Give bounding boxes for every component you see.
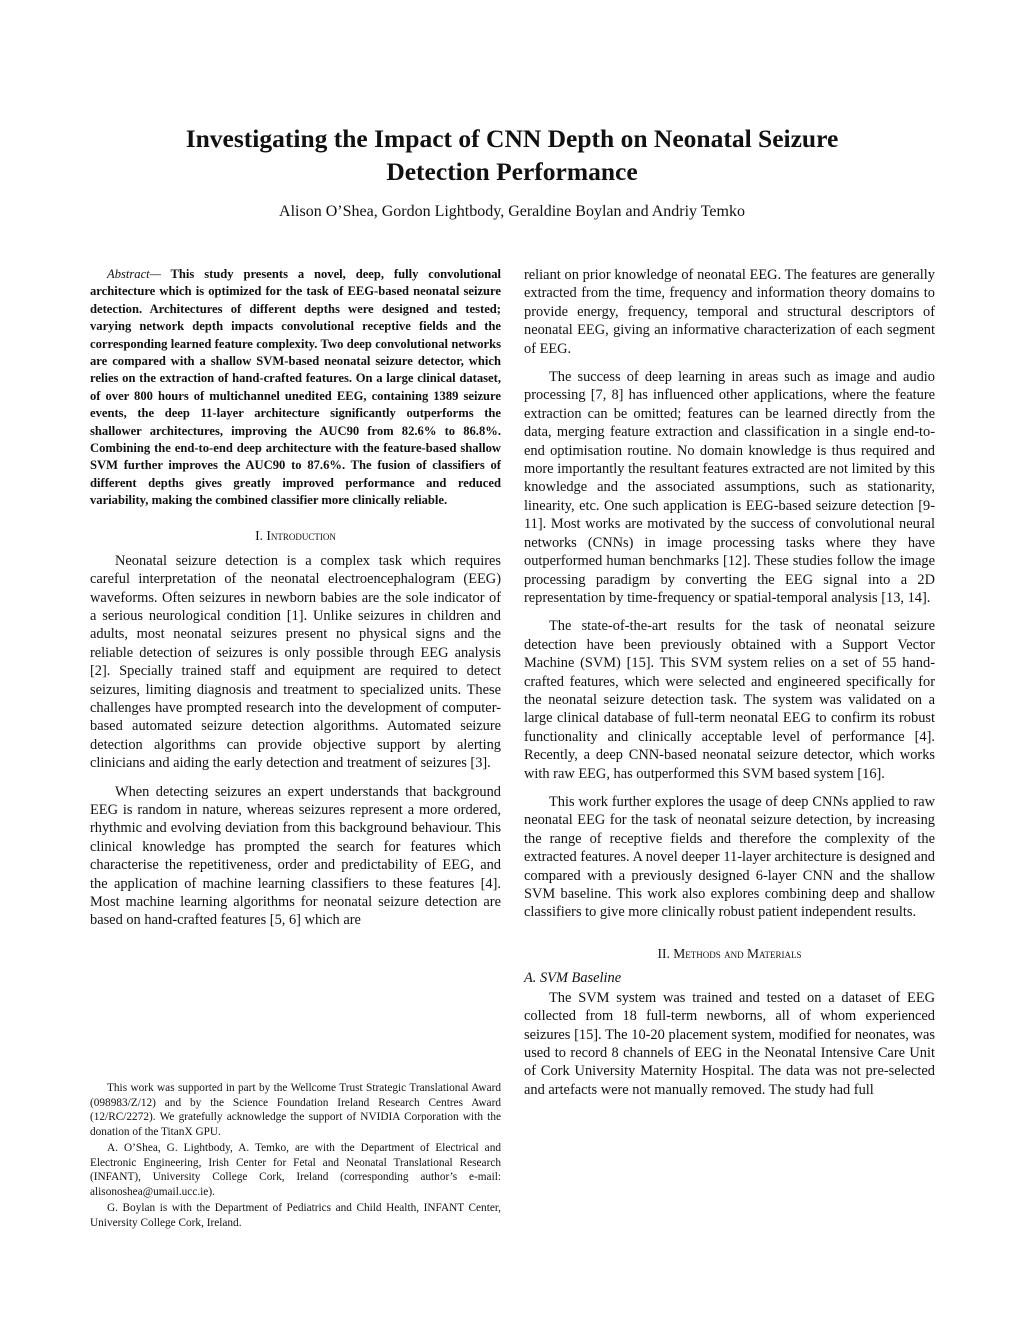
body-paragraph-state-of-art: The state-of-the-art results for the task of neonatal seizure detection have been previously obtained with a Support Vector Machine (SVM) [15]. This SVM system relies on a set of 55 hand-crafted features, which were selected and engineered specifically for the neonatal seizure detection task. The system was validated on a large clinical database of full-term neonatal EEG to confirm its robust functionality and clinically acceptable level of performance [4]. Recently, a deep CNN-based neonatal seizure detector, which works with raw EEG, has outperformed this SVM based system [16]. <box>524 618 935 782</box>
svm-paragraph-1: The SVM system was trained and tested on a dataset of EEG collected from 18 full-term newborns, all of whom experienced seizures [15]. The 10-20 placement system, modified for neonates, was used to record 8 channels of EEG in the Neonatal Intensive Care Unit of Cork University Maternity Hospital. The data was not pre-selected and artefacts were not manually removed. The study had full <box>524 989 935 1098</box>
intro-paragraph-2: When detecting seizures an expert understands that background EEG is random in nature, whereas seizures represent a more ordered, rhythmic and evolving deviation from this background behaviour. This clinical knowledge has prompted the search for features which characterise the repetitiveness, order and predictability of EEG, and the application of machine learning classifiers to these features [4]. Most machine learning algorithms for neonatal seizure detection are based on hand-crafted features [5, 6] which are <box>90 783 501 929</box>
abstract-label: Abstract <box>107 267 150 281</box>
footnote-funding: This work was supported in part by the Wellcome Trust Strategic Translational Award (098983/Z/12) and by the Science Foundation Ireland Research Centres Award (12/RC/2272). We gratefully acknowledge the support of NVIDIA Corporation with the donation of the TitanX GPU. <box>90 1082 501 1138</box>
abstract-dash: — <box>149 267 161 281</box>
intro-paragraph-1: Neonatal seizure detection is a complex task which requires careful interpretation of the neonatal electroencephalogram (EEG) waveforms. Often seizures in newborn babies are the sole indicator of a serious neurological condition [1]. Unlike seizures in children and adults, most neonatal seizures present no physical signs and the reliable detection of seizures is only possible through EEG analysis [2]. Specially trained staff and equipment are required to detect seizures, limiting diagnosis and treatment to specialized units. These challenges have prompted research into the development of computer-based automated seizure detection algorithms. Automated seizure detection algorithms can provide objective support by alerting clinicians and aiding the early detection and treatment of seizures [3]. <box>90 552 501 772</box>
section-number: I. <box>255 527 263 543</box>
section-title: Methods and Materials <box>673 945 802 961</box>
section-number: II. <box>657 945 670 961</box>
footnote-affiliation-1: A. O’Shea, G. Lightbody, A. Temko, are with the Department of Electrical and Electronic Engineering, Irish Center for Fetal and Neonatal Translational Research (INFANT), University College Cork, Ireland (corresponding author’s e-mail: alisonoshea@umail.ucc.ie). <box>90 1142 501 1198</box>
section-title: Introduction <box>266 527 336 543</box>
footnotes <box>90 1081 501 1232</box>
paper-title <box>90 122 934 188</box>
right-column <box>524 266 935 1109</box>
body-paragraph-deep-learning: The success of deep learning in areas such as image and audio processing [7, 8] has influenced other applications, where the feature extraction can be omitted; features can be learned directly from the data, merging feature extraction and classification in a single end-to-end optimisation routine. No domain knowledge is thus required and more importantly the resultant features extracted are not limited by this knowledge and the associated assumptions, such as stationarity, linearity, etc. One such application is EEG-based seizure detection [9-11]. Most works are motivated by the success of convolutional neural networks (CNNs) in image processing tasks where they have outperformed human benchmarks [12]. These studies follow the image processing paradigm by converting the EEG signal into a 2D representation by time-frequency or spatial-temporal analysis [13, 14]. <box>524 369 935 606</box>
body-paragraph-continued: reliant on prior knowledge of neonatal EEG. The features are generally extracted from the time, frequency and information theory domains to provide energy, frequency, temporal and structural descriptors of neonatal EEG, giving an informative characterization of each segment of EEG. <box>524 267 935 357</box>
author-list: Alison O’Shea, Gordon Lightbody, Geraldine Boylan and Andriy Temko <box>279 203 745 220</box>
section-heading-methods <box>524 946 935 962</box>
abstract-text: This study presents a novel, deep, fully convolutional architecture which is optimized for the task of EEG-based neonatal seizure detection. Architectures of different depths were designed and tested; varying network depth impacts convolutional receptive fields and the corresponding learned feature complexity. Two deep convolutional networks are compared with a shallow SVM-based neonatal seizure detector, which relies on the extraction of hand-crafted features. On a large clinical dataset, of over 800 hours of multichannel unedited EEG, containing 1389 seizure events, the deep 11-layer architecture significantly outperforms the shallower architectures, improving the AUC90 from 82.6% to 86.8%. Combining the end-to-end deep architecture with the feature-based shallow SVM further improves the AUC90 to 87.6%. The fusion of classifiers of different depths gives greatly improved performance and reduced variability, making the combined classifier more clinically reliable. <box>90 267 502 508</box>
left-column <box>90 266 501 940</box>
subsection-heading-svm-baseline: A. SVM Baseline <box>524 969 622 986</box>
title-line-2: Detection Performance <box>386 157 638 186</box>
abstract <box>90 266 501 510</box>
title-line-1: Investigating the Impact of CNN Depth on Neonatal Seizure <box>185 124 839 153</box>
section-heading-introduction <box>90 528 501 544</box>
body-paragraph-this-work: This work further explores the usage of deep CNNs applied to raw neonatal EEG for the task of neonatal seizure detection, by increasing the range of receptive fields and therefore the complexity of the extracted features. A novel deeper 11-layer architecture is designed and compared with a previously designed 6-layer CNN and the shallow SVM baseline. This work also explores combining deep and shallow classifiers to give more clinically robust patient independent results. <box>524 793 935 921</box>
footnote-affiliation-2: G. Boylan is with the Department of Pediatrics and Child Health, INFANT Center, University College Cork, Ireland. <box>90 1202 501 1229</box>
